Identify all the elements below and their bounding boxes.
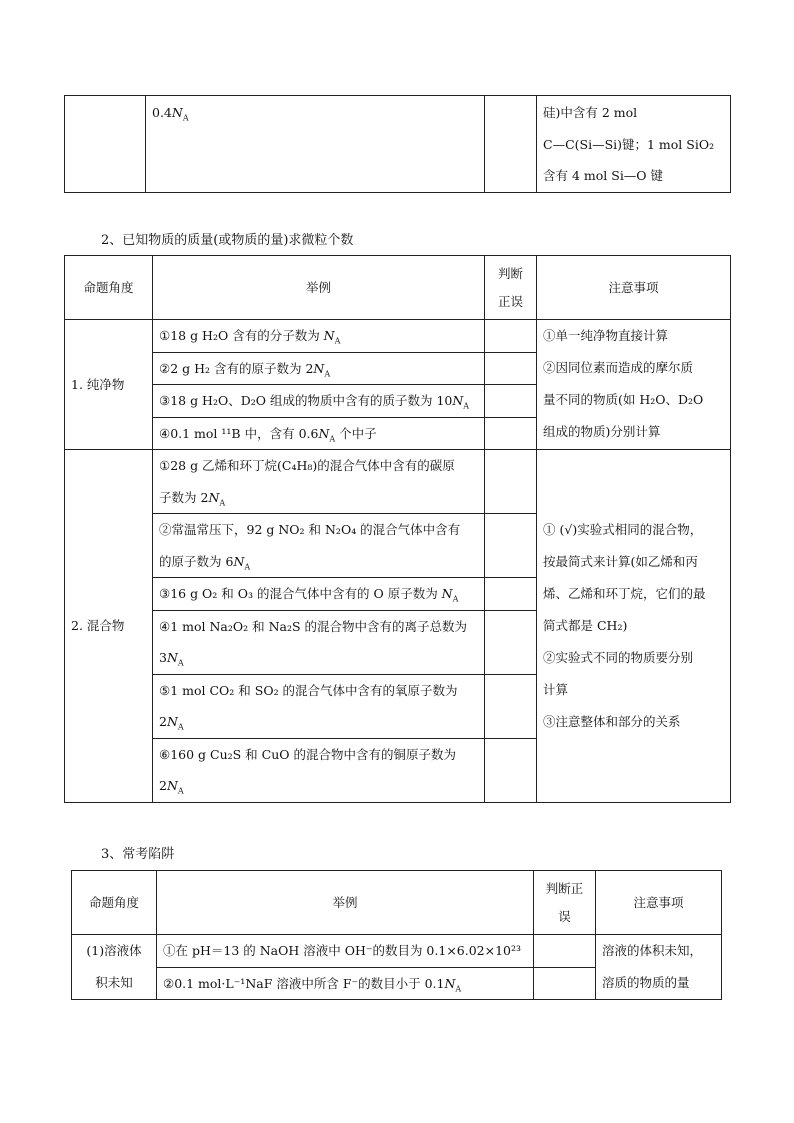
example-row: ①在 pH＝13 的 NaOH 溶液中 OH⁻的数目为 0.1×6.02×10²³	[157, 935, 534, 968]
na-subscript: A	[177, 786, 184, 796]
na-symbol: N	[233, 553, 245, 569]
example-line: 的原子数为 $6N_A$	[159, 553, 251, 571]
note-line: 按最简式来计算(如乙烯和丙	[543, 553, 698, 569]
note-line: 溶液的体积未知，	[602, 943, 703, 958]
example-row: ④0.1 mol ¹¹B 中，含有 $0.6N_A$ 个中子	[153, 417, 485, 450]
na-symbol: N	[208, 489, 220, 505]
section2-title: 2、已知物质的质量(或物质的量)求微粒个数	[101, 233, 354, 248]
note-line: 组成的物质)分别计算	[543, 424, 661, 439]
na-symbol: N	[166, 650, 178, 665]
example-line: $2N_A$	[159, 714, 184, 732]
na-subscript: A	[177, 722, 184, 732]
table1-example-value: 0.4	[152, 105, 172, 120]
group-pure-label: 1. 纯净物	[65, 320, 153, 450]
judgement-cell	[485, 610, 537, 674]
label-line: (1)溶液体	[86, 943, 142, 958]
header-judgement: 判断正 误	[534, 871, 596, 935]
judgement-cell	[485, 674, 537, 738]
example-row	[153, 578, 485, 611]
header-judgement: 判断 正误	[485, 256, 537, 320]
na-subscript: A	[219, 498, 226, 507]
judgement-cell	[485, 450, 537, 514]
na-subscript: A	[324, 369, 331, 378]
na-symbol: N	[313, 360, 325, 376]
table1-cell-empty	[65, 96, 146, 193]
judgement-cell	[534, 967, 596, 1000]
na-symbol: N	[166, 778, 178, 793]
note-line: ②因同位素而造成的摩尔质	[543, 360, 694, 375]
section2-table	[64, 255, 731, 803]
example-line: ③16 g O₂ 和 O₃ 的混合气体中含有的 O 原子数为 $N_A$	[159, 586, 459, 604]
example-line: ②常温常压下，92 g NO₂ 和 N₂O₄ 的混合气体中含有	[159, 522, 461, 537]
header-example: 举例	[153, 256, 485, 320]
example-line: ⑤1 mol CO₂ 和 SO₂ 的混合气体中含有的氧原子数为	[159, 682, 458, 698]
table1-note-line: C—C(Si—Si)键；1 mol SiO₂	[543, 136, 715, 152]
judgement-cell	[485, 385, 537, 418]
example-line: 子数为 $2N_A$	[159, 489, 226, 507]
table-continued	[64, 95, 731, 193]
na-subscript: A	[329, 434, 336, 443]
example-line: $2N_A$	[159, 778, 184, 796]
judgement-cell	[485, 320, 537, 353]
group-mixture-label: 2. 混合物	[65, 450, 153, 803]
judgement-cell	[485, 738, 537, 802]
header-angle: 命题角度	[72, 871, 157, 935]
header-example: 举例	[157, 871, 534, 935]
example-line: ④1 mol Na₂O₂ 和 Na₂S 的混合物中含有的离子总数为	[159, 618, 468, 634]
note-line: ②实验式不同的物质要分别	[543, 649, 694, 665]
group-volume-label	[72, 935, 157, 1000]
table1-notes	[537, 96, 731, 193]
example-row	[153, 738, 485, 802]
header-notes: 注意事项	[537, 256, 731, 320]
note-line: ①单一纯净物直接计算	[543, 328, 669, 343]
na-subscript: A	[244, 562, 251, 571]
na-subscript: A	[182, 113, 189, 123]
judgement-cell	[485, 514, 537, 578]
example-row	[153, 450, 485, 514]
na-symbol: N	[323, 328, 335, 343]
judgement-cell	[534, 935, 596, 968]
na-symbol: N	[444, 975, 456, 991]
note-line: 溶质的物质的量	[602, 975, 690, 990]
judgement-cell	[485, 578, 537, 611]
example-line: ⑥160 g Cu₂S 和 CuO 的混合物中含有的铜原子数为	[159, 746, 456, 762]
example-row	[153, 610, 485, 674]
na-subscript: A	[452, 594, 459, 604]
note-line: 简式都是 CH₂)	[543, 617, 628, 633]
group-volume-notes	[596, 935, 722, 1000]
header-notes: 注意事项	[596, 871, 722, 935]
section3-title: 3、常考陷阱	[101, 847, 175, 862]
example-line: $3N_A$	[159, 650, 184, 668]
note-line: 计算	[543, 681, 569, 697]
example-row	[153, 514, 485, 578]
na-subscript: A	[334, 336, 341, 346]
note-line: ③注意整体和部分的关系	[543, 713, 681, 729]
note-line: ① (√)实验式相同的混合物，	[543, 521, 703, 537]
header-angle: 命题角度	[65, 256, 153, 320]
example-row: ②0.1 mol·L⁻¹NaF 溶液中所含 F⁻的数目小于 $0.1N_A$	[157, 967, 534, 1000]
na-symbol: N	[441, 586, 453, 601]
table1-note-line: 硅)中含有 2 mol	[543, 105, 638, 120]
na-subscript: A	[463, 401, 470, 411]
example-row: ②2 g H₂ 含有的原子数为 $2N_A$	[153, 352, 485, 385]
note-line: 量不同的物质(如 H₂O、D₂O	[543, 392, 704, 407]
table1-note-line: 含有 4 mol Si—O 键	[543, 168, 664, 183]
table1-judgement	[485, 96, 537, 193]
example-row: ③18 g H₂O、D₂O 组成的物质中含有的质子数为 $10N_A$	[153, 385, 485, 418]
judgement-cell	[485, 417, 537, 450]
na-symbol: N	[166, 714, 178, 729]
na-symbol: N	[171, 105, 183, 120]
example-row	[153, 674, 485, 738]
na-symbol: N	[318, 425, 330, 441]
example-row: ①18 g H₂O 含有的分子数为 $N_A$	[153, 320, 485, 353]
table1-example	[146, 96, 485, 193]
judgement-cell	[485, 352, 537, 385]
na-symbol: N	[452, 393, 464, 408]
na-subscript: A	[455, 984, 462, 993]
example-line: ①28 g 乙烯和环丁烷(C₄H₈)的混合气体中含有的碳原	[159, 458, 455, 473]
group-mixture-notes	[537, 450, 731, 803]
section3-table	[71, 870, 722, 1000]
note-line: 烯、乙烯和环丁烷，它们的最	[543, 585, 706, 601]
na-subscript: A	[177, 658, 184, 668]
group-pure-notes	[537, 320, 731, 450]
label-line: 积未知	[95, 975, 133, 990]
